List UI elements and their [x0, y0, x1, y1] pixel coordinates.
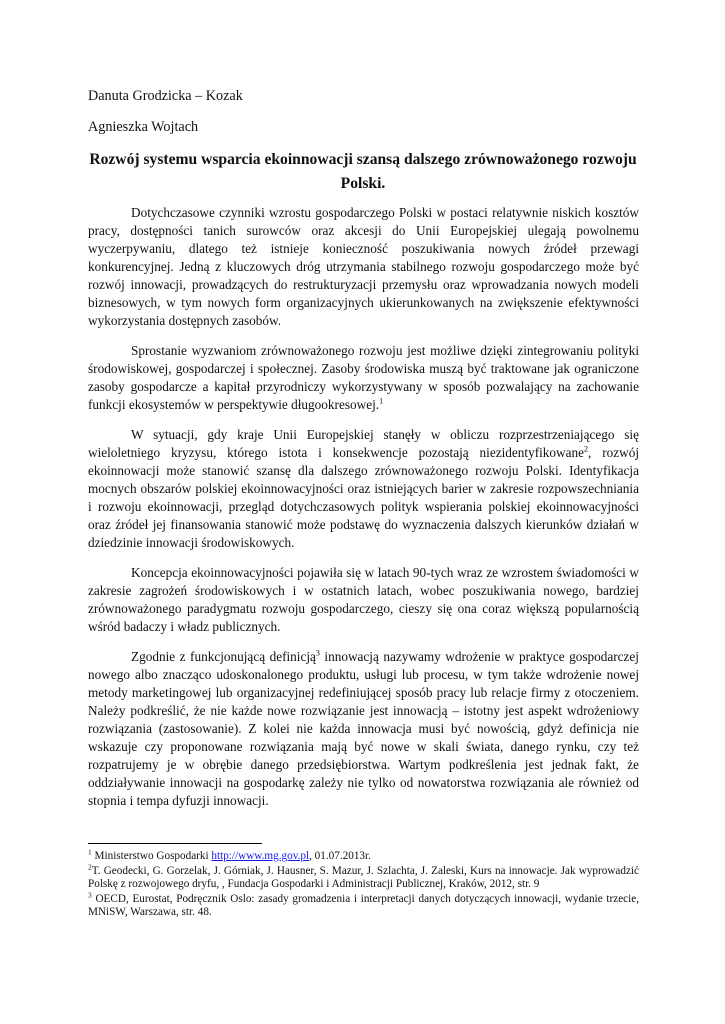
paragraph-3-text-a: W sytuacji, gdy kraje Unii Europejskiej stanęły w obliczu rozprzestrzeniającego się wieloletniego kryzysu, którego istota i konsekwencje pozostają niezidentyfikowane: [88, 427, 639, 460]
footnote-text: , 01.07.2013r.: [309, 850, 371, 862]
footnote-number: 2: [88, 861, 92, 871]
footnotes: [88, 847, 639, 921]
footnote-divider: [88, 843, 262, 844]
footnote-2: [88, 861, 639, 892]
paragraph-5-text-b: innowacją nazywamy wdrożenie w praktyce gospodarczej nowego albo znacząco udoskonalonego produktu, usługi lub procesu, w tym także wdrożenie nowej metody marketingowej lub organizacyjnej redefiniującej sposób pracy lub relacje firmy z otoczeniem. Należy podkreślić, że nie każde nowe rozwiązanie jest innowacją – istotny jest aspekt wdrożeniowy rozwiązania (zastosowanie). Z kolei nie każda innowacja musi być nowością, gdyż definicja nie wskazuje czy proponowane rozwiązania mają być nowe w skali świata, danego rynku, czy też rozpatrujemy je w obrębie danego przedsiębiorstwa. Wartym podkreślenia jest jednak fakt, że oddziaływanie innowacji na gospodarkę zależy nie tylko od nowatorstwa rozwiązania ale również od stopnia i tempa dyfuzji innowacji.: [88, 649, 639, 808]
paragraph-1: Dotychczasowe czynniki wzrostu gospodarczego Polski w postaci relatywnie niskich kosztów pracy, dostępności tanich surowców oraz akcesji do Unii Europejskiej ulegają powolnemu wyczerpywaniu, dlatego też istnieje konieczność poszukiwania nowych źródeł przewagi konkurencyjnej. Jedną z kluczowych dróg utrzymania stabilnego rozwoju gospodarczego może być rozwój innowacji, prowadzących do restrukturyzacji przemysłu oraz wprowadzania nowych modeli biznesowych, w tym nowych form organizacyjnych ukierunkowanych na zwiększenie efektywności wykorzystania dostępnych zasobów.: [88, 205, 639, 328]
author-name-2: Agnieszka Wojtach: [88, 119, 199, 135]
footnote-3: [88, 890, 639, 920]
footnote-number: 3: [88, 890, 92, 900]
footnote-1: [88, 847, 639, 864]
paragraph-2-text: Sprostanie wyzwaniom zrównoważonego rozwoju jest możliwe dzięki zintegrowaniu polityki środowiskowej, gospodarczej i społecznej. Zasoby środowiska muszą być traktowane jak ograniczone zasoby gospodarcze a kapitał przyrodniczy wykorzystywany w sposób pozwalający na zachowanie funkcji ekosystemów w perspektywie długookresowej.: [88, 343, 639, 412]
footnote-number: 1: [88, 847, 92, 857]
paragraph-3-text-b: , rozwój ekoinnowacji może stanowić szansę dla dalszego zrównoważonego rozwoju Polski. Identyfikacja mocnych obszarów polskiej ekoinnowacyjności oraz istniejących barier w zakresie rozpowszechniania i rozwoju ekoinnowacji, przegląd dotychczasowych polityk wspierania polskiej ekoinnowacyjności oraz źródeł jej finansowania stanowić może podstawę do wyznaczenia dalszych kierunków działań w dziedzinie innowacji środowiskowych.: [88, 445, 640, 550]
paragraph-5: [88, 648, 639, 810]
body-text: [88, 204, 639, 822]
author-name-1: Danuta Grodzicka – Kozak: [88, 88, 243, 104]
footnote-ref-2: 2: [584, 444, 589, 454]
document-title: Rozwój systemu wsparcia ekoinnowacji szansą dalszego zrównoważonego rozwoju Polski.: [89, 151, 637, 192]
paragraph-5-text-a: Zgodnie z funkcjonującą definicją: [131, 649, 316, 664]
footnote-ref-3: 3: [315, 648, 320, 658]
footnote-link[interactable]: http://www.mg.gov.pl: [211, 850, 310, 862]
footnote-text: Ministerstwo Gospodarki: [91, 850, 212, 862]
footnote-text: T. Geodecki, G. Gorzelak, J. Górniak, J. Hausner, S. Mazur, J. Szlachta, J. Zaleski, Kurs na innowacje. Jak wyprowadzić Polskę z rozwojowego dryfu, , Fundacja Gospodarki i Administracji Publicznej, Kraków, 2012, str. 9: [88, 864, 639, 891]
footnote-ref-1: 1: [379, 396, 384, 406]
paragraph-3: [88, 426, 639, 552]
paragraph-2: [88, 342, 639, 414]
footnote-text: OECD, Eurostat, Podręcznik Oslo: zasady gromadzenia i interpretacji danych dotyczących innowacji, wydanie trzecie, MNiSW, Warszawa, str. 48.: [88, 892, 639, 919]
paragraph-4: Koncepcja ekoinnowacyjności pojawiła się w latach 90-tych wraz ze wzrostem świadomości w zakresie zagrożeń środowiskowych i w ostatnich latach, wobec poszukiwania nowego, bardziej zrównoważonego paradygmatu rozwoju gospodarczego, cieszy się ona coraz większą popularnością wśród badaczy i władz publicznych.: [88, 565, 639, 634]
